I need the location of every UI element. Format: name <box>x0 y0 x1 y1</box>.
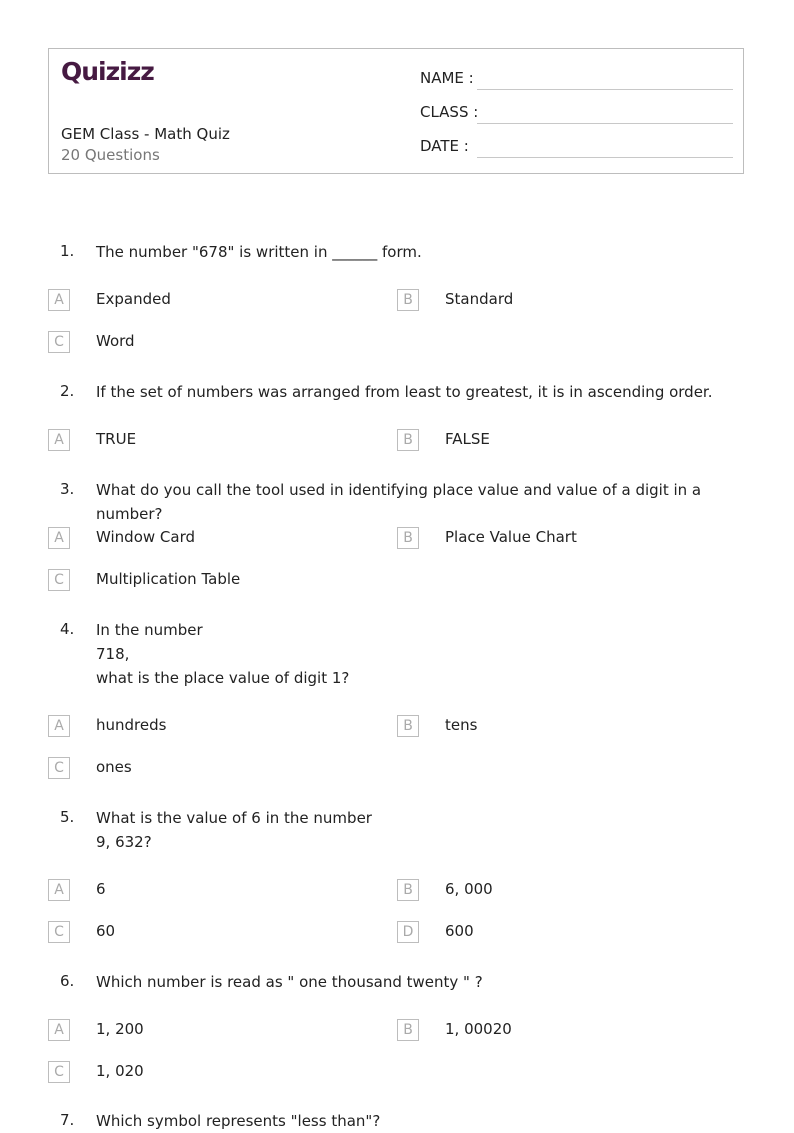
question-text <box>96 618 756 690</box>
option-letter-box[interactable]: C <box>48 569 70 591</box>
question-count: 20 Questions <box>61 146 160 164</box>
question-line: 9, 632? <box>96 833 152 851</box>
option-letter-box[interactable]: A <box>48 527 70 549</box>
option-letter-box[interactable]: A <box>48 289 70 311</box>
question-line: What is the value of 6 in the number <box>96 809 372 827</box>
question-number: 2. <box>60 382 75 400</box>
option-text: Multiplication Table <box>96 570 241 588</box>
question-line: 718, <box>96 645 130 663</box>
question-line: In the number <box>96 621 203 639</box>
question-number: 3. <box>60 480 75 498</box>
option-text: TRUE <box>96 430 137 448</box>
option-letter-box[interactable]: C <box>48 1061 70 1083</box>
question-line: If the set of numbers was arranged from least to greatest, it is in ascending order. <box>96 383 713 401</box>
name-label: NAME : <box>420 69 474 87</box>
option-letter-box[interactable]: C <box>48 921 70 943</box>
option-text: Window Card <box>96 528 196 546</box>
question-line: Which symbol represents "less than"? <box>96 1112 381 1130</box>
quizizz-logo: Quizizz <box>61 57 154 86</box>
option-letter-box[interactable]: A <box>48 1019 70 1041</box>
option-text: FALSE <box>445 430 490 448</box>
class-label: CLASS : <box>420 103 479 121</box>
option-letter-box[interactable]: D <box>397 921 419 943</box>
question-line: What do you call the tool used in identifying place value and value of a digit in a number? <box>96 481 702 523</box>
option-text: 1, 200 <box>96 1020 144 1038</box>
name-line <box>477 89 733 90</box>
question-text <box>96 240 756 264</box>
question-text <box>96 970 756 994</box>
question-line: Which number is read as " one thousand twenty " ? <box>96 973 483 991</box>
question-line: what is the place value of digit 1? <box>96 669 350 687</box>
option-text: Word <box>96 332 135 350</box>
option-text: ones <box>96 758 132 776</box>
option-letter-box[interactable]: A <box>48 715 70 737</box>
option-letter-box[interactable]: B <box>397 879 419 901</box>
question-number: 1. <box>60 242 75 260</box>
option-letter-box[interactable]: B <box>397 715 419 737</box>
option-text: 600 <box>445 922 474 940</box>
worksheet-header <box>48 48 744 174</box>
option-letter-box[interactable]: B <box>397 289 419 311</box>
question-number: 4. <box>60 620 75 638</box>
option-letter-box[interactable]: B <box>397 527 419 549</box>
option-letter-box[interactable]: C <box>48 757 70 779</box>
question-line: The number "678" is written in ______ form. <box>96 243 422 261</box>
option-text: 6 <box>96 880 106 898</box>
date-label: DATE : <box>420 137 469 155</box>
option-text: Expanded <box>96 290 171 308</box>
question-text <box>96 478 756 526</box>
date-line <box>477 157 733 158</box>
question-number: 6. <box>60 972 75 990</box>
option-letter-box[interactable]: A <box>48 879 70 901</box>
option-letter-box[interactable]: C <box>48 331 70 353</box>
option-text: hundreds <box>96 716 167 734</box>
question-number: 5. <box>60 808 75 826</box>
question-text <box>96 1109 756 1133</box>
option-letter-box[interactable]: B <box>397 429 419 451</box>
quiz-title: GEM Class - Math Quiz <box>61 125 230 143</box>
option-text: 1, 020 <box>96 1062 144 1080</box>
option-letter-box[interactable]: B <box>397 1019 419 1041</box>
option-text: 1, 00020 <box>445 1020 512 1038</box>
question-number: 7. <box>60 1111 75 1129</box>
class-line <box>477 123 733 124</box>
option-text: Standard <box>445 290 514 308</box>
option-letter-box[interactable]: A <box>48 429 70 451</box>
option-text: 6, 000 <box>445 880 493 898</box>
option-text: tens <box>445 716 478 734</box>
option-text: 60 <box>96 922 116 940</box>
question-text <box>96 806 756 854</box>
option-text: Place Value Chart <box>445 528 577 546</box>
question-text <box>96 380 756 404</box>
